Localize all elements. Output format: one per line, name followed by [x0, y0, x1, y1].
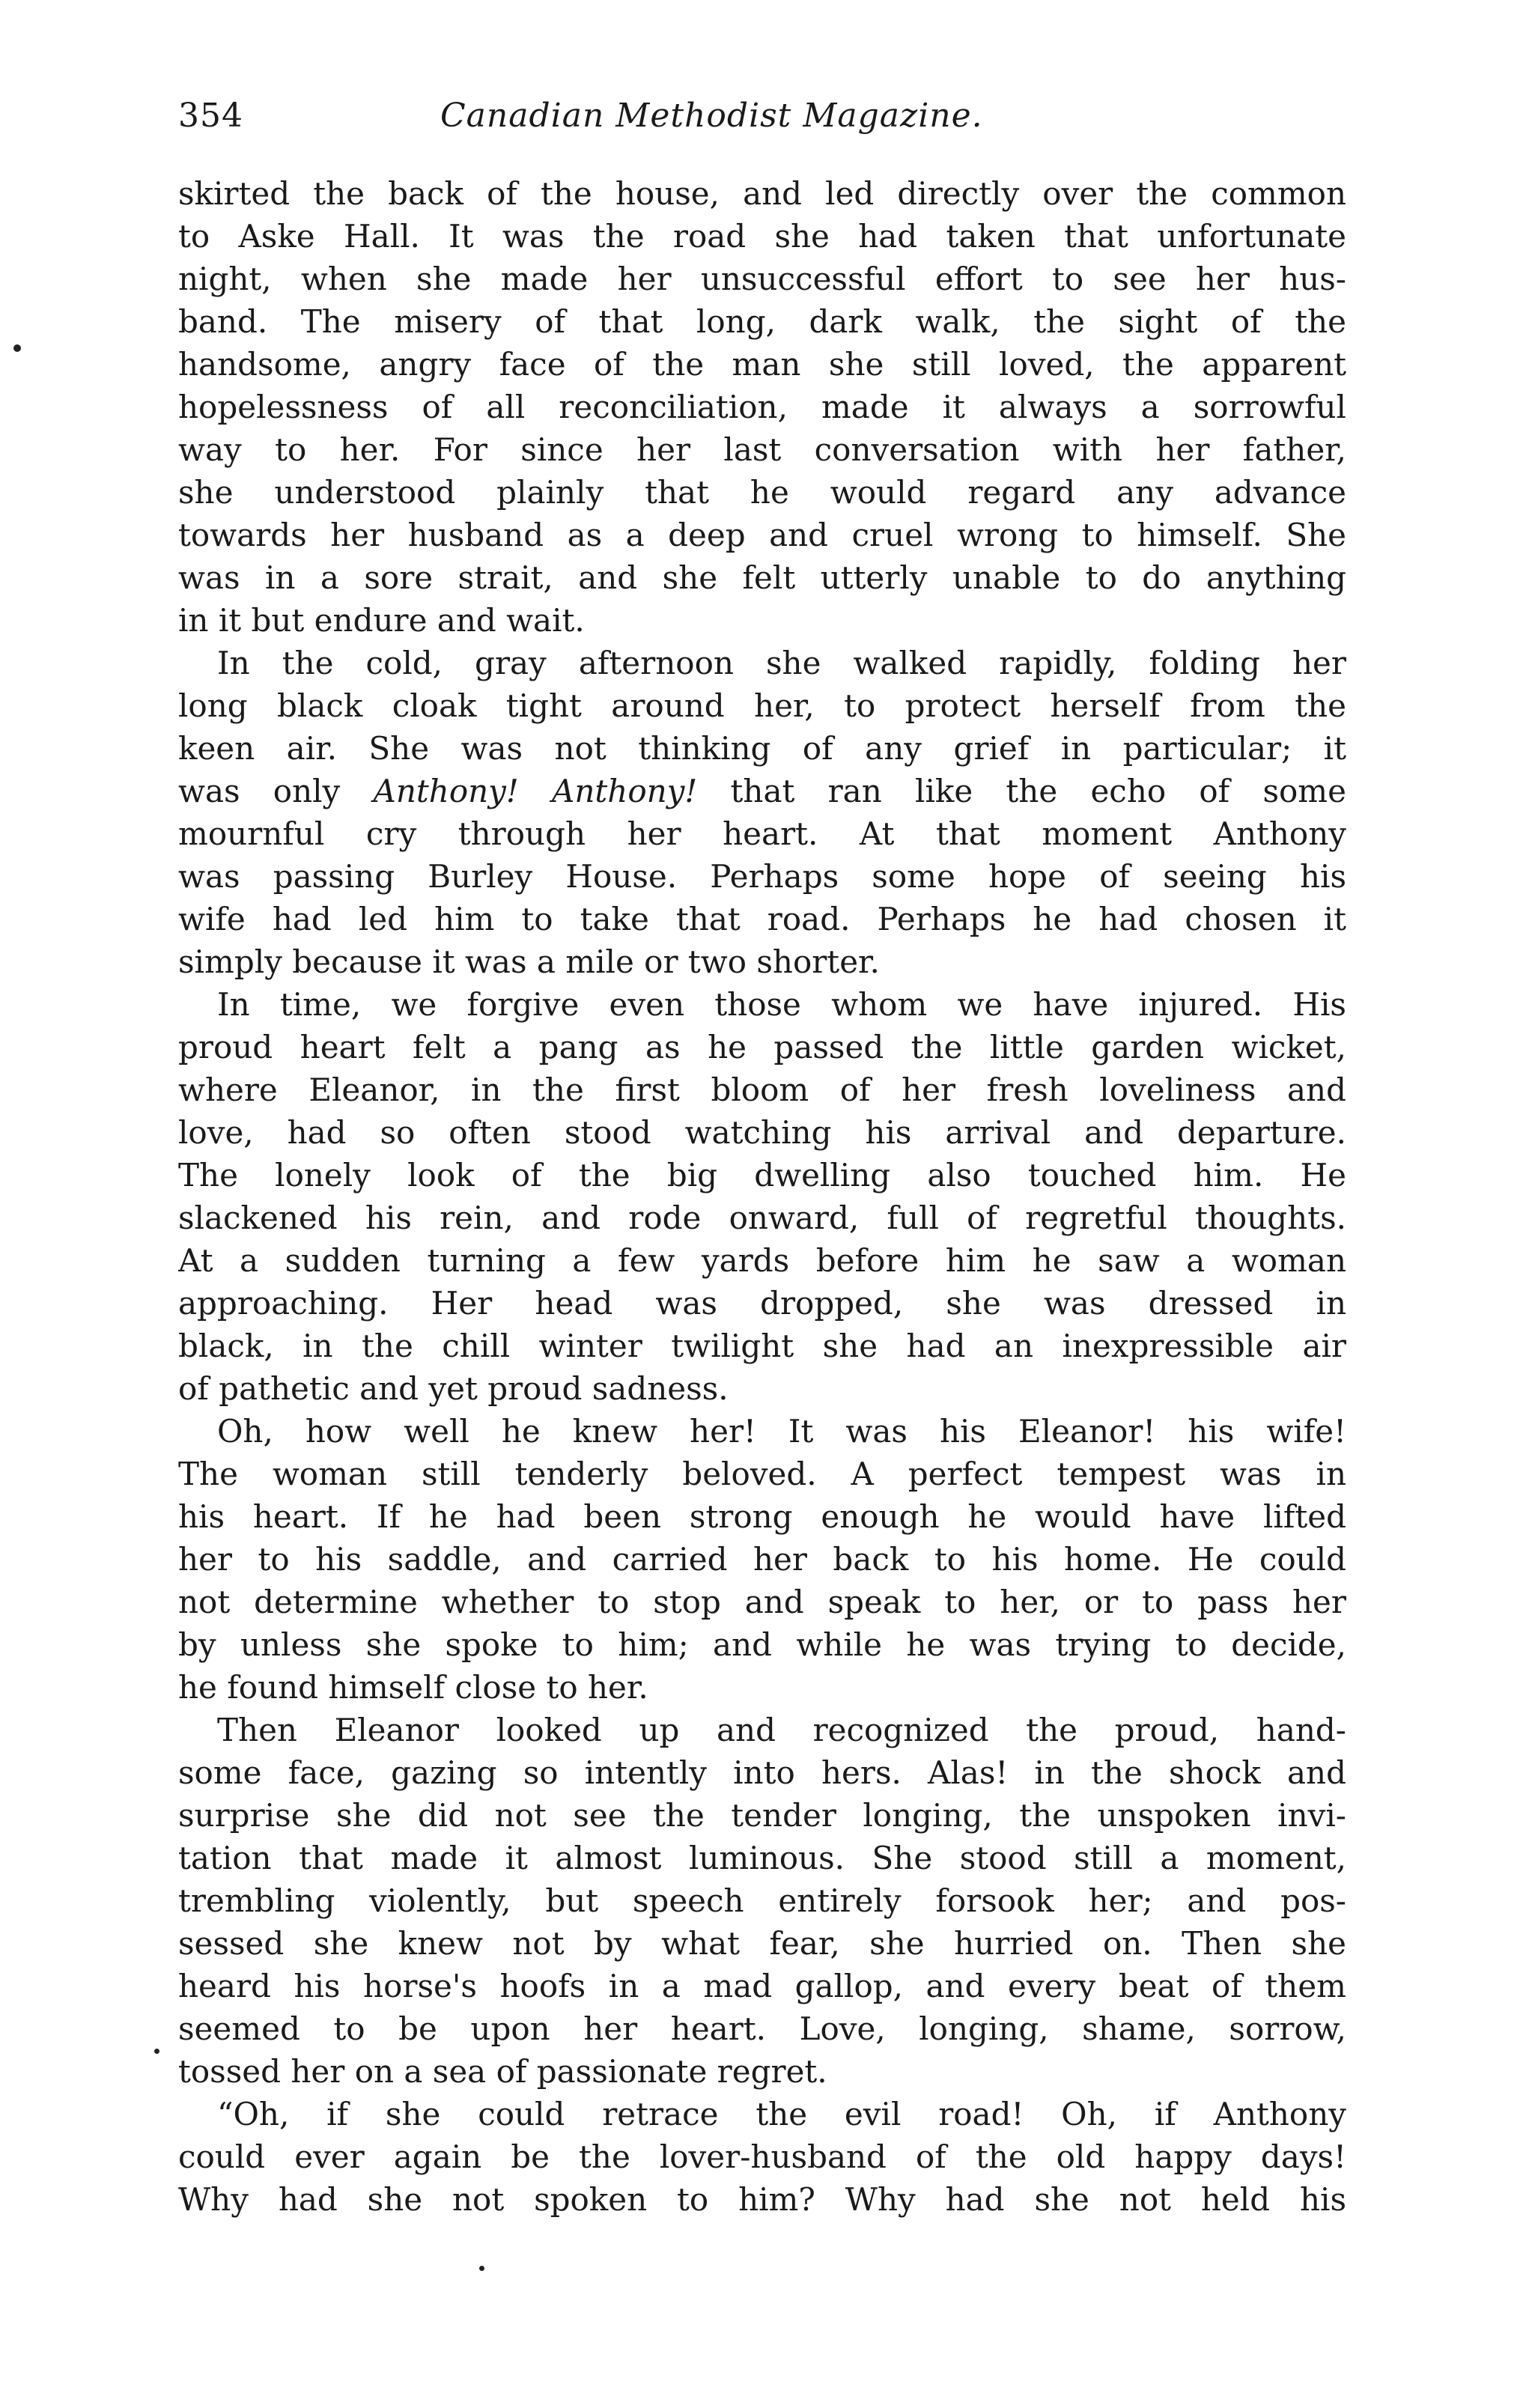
text-line: was in a sore strait, and she felt utterly unable to do anything [178, 559, 1346, 596]
text-line: tation that made it almost luminous. She stood still a moment, [178, 1840, 1346, 1876]
text-line: she understood plainly that he would regard any advance [178, 474, 1346, 511]
text-line: slackened his rein, and rode onward, full of regretful thoughts. [178, 1200, 1346, 1236]
text-line: handsome, angry face of the man she still loved, the apparent [178, 346, 1346, 383]
italic-run: Anthony! Anthony! [373, 773, 698, 809]
print-speck [13, 344, 21, 352]
text-line: some face, gazing so intently into hers. Alas! in the shock and [178, 1754, 1346, 1791]
running-title: Canadian Methodist Magazine. [440, 97, 983, 135]
print-speck [479, 2266, 484, 2271]
page-number: 354 [178, 97, 243, 135]
text-line: keen air. She was not thinking of any grief in particular; it [178, 730, 1346, 767]
text-line: of pathetic and yet proud sadness. [178, 1370, 729, 1407]
text-line: trembling violently, but speech entirely forsook her; and pos- [178, 1882, 1346, 1919]
text-line: he found himself close to her. [178, 1669, 648, 1706]
text-line: mournful cry through her heart. At that moment Anthony [178, 815, 1346, 852]
text-line: by unless she spoke to him; and while he was trying to decide, [178, 1626, 1346, 1663]
text-line: band. The misery of that long, dark walk, the sight of the [178, 303, 1346, 340]
text-line: sessed she knew not by what fear, she hurried on. Then she [178, 1925, 1346, 1962]
text-run: was only [178, 773, 374, 809]
text-line: night, when she made her unsuccessful effort to see her hus- [178, 261, 1346, 297]
text-line: black, in the chill winter twilight she had an inexpressible air [178, 1328, 1346, 1364]
text-line: approaching. Her head was dropped, she was dressed in [178, 1285, 1346, 1322]
text-line: The lonely look of the big dwelling also touched him. He [178, 1157, 1346, 1194]
text-line: proud heart felt a pang as he passed the little garden wicket, [178, 1029, 1346, 1065]
paragraph-start-line: In time, we forgive even those whom we have injured. His [217, 986, 1346, 1023]
text-line: The woman still tenderly beloved. A perfect tempest was in [178, 1456, 1346, 1492]
text-line: where Eleanor, in the first bloom of her fresh loveliness and [178, 1071, 1346, 1108]
text-line: skirted the back of the house, and led directly over the common [178, 175, 1346, 212]
paragraph-start-line: “Oh, if she could retrace the evil road! Oh, if Anthony [217, 2096, 1346, 2132]
text-line: Why had she not spoken to him? Why had she not held his [178, 2181, 1346, 2218]
text-line: surprise she did not see the tender longing, the unspoken invi- [178, 1797, 1346, 1834]
text-line: simply because it was a mile or two shorter. [178, 943, 880, 980]
text-line: could ever again be the lover-husband of the old happy days! [178, 2138, 1346, 2175]
text-line: not determine whether to stop and speak to her, or to pass her [178, 1584, 1346, 1620]
text-line: heard his horse's hoofs in a mad gallop, and every beat of them [178, 1968, 1346, 2004]
text-line: hopelessness of all reconciliation, made it always a sorrowful [178, 389, 1346, 425]
text-line: towards her husband as a deep and cruel wrong to himself. She [178, 517, 1346, 553]
text-line: wife had led him to take that road. Perhaps he had chosen it [178, 901, 1346, 937]
page-content [178, 82, 1346, 2221]
text-line: long black cloak tight around her, to protect herself from the [178, 687, 1346, 724]
text-line: tossed her on a sea of passionate regret. [178, 2053, 827, 2090]
text-line: his heart. If he had been strong enough he would have lifted [178, 1498, 1346, 1535]
text-line: love, had so often stood watching his arrival and departure. [178, 1114, 1346, 1151]
text-line: to Aske Hall. It was the road she had taken that unfortunate [178, 218, 1346, 255]
text-line: in it but endure and wait. [178, 602, 585, 639]
text-line: At a sudden turning a few yards before him he saw a woman [178, 1242, 1346, 1279]
paragraph-start-line: Oh, how well he knew her! It was his Eleanor! his wife! [217, 1413, 1346, 1450]
text-run: that ran like the echo of some [697, 773, 1346, 809]
text-line: her to his saddle, and carried her back to his home. He could [178, 1541, 1346, 1578]
print-speck [154, 2049, 159, 2054]
text-line: way to her. For since her last conversation with her father, [178, 431, 1346, 468]
paragraph-start-line: In the cold, gray afternoon she walked rapidly, folding her [217, 645, 1346, 681]
paragraph-start-line: Then Eleanor looked up and recognized the proud, hand- [217, 1712, 1346, 1748]
body-text [178, 172, 1346, 2221]
text-line: seemed to be upon her heart. Love, longing, shame, sorrow, [178, 2010, 1346, 2047]
running-head [178, 82, 1346, 150]
text-line-with-italics [178, 770, 1346, 812]
text-line: was passing Burley House. Perhaps some hope of seeing his [178, 858, 1346, 895]
